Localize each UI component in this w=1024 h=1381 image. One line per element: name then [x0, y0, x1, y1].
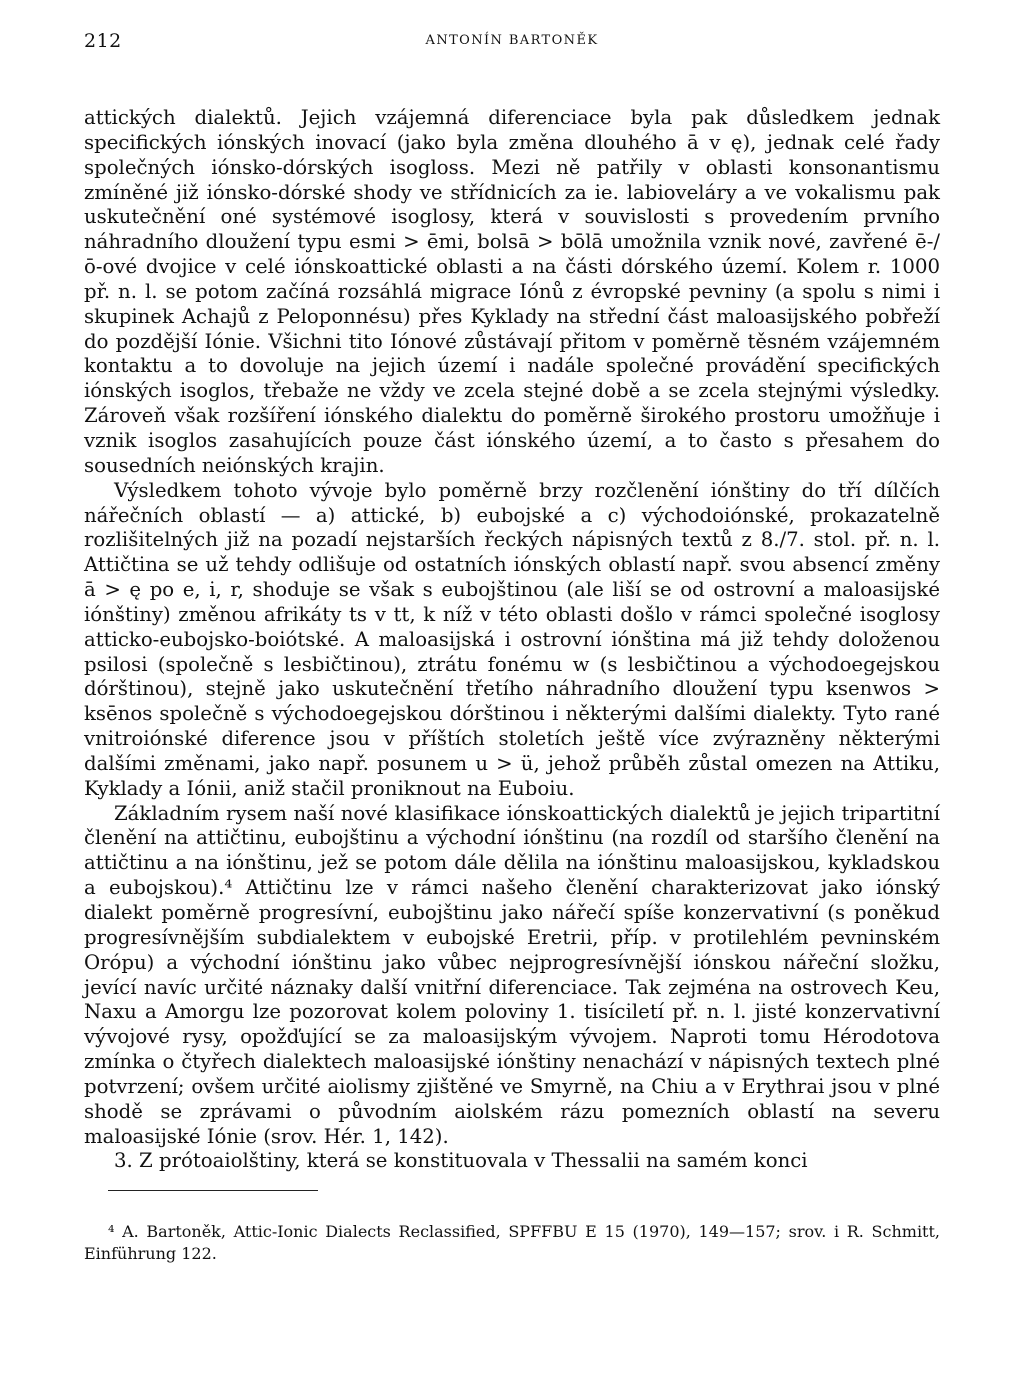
- body-text: [84, 106, 940, 1174]
- paragraph-aiolic-start: 3. Z prótoaiolštiny, která se konstituovala v Thessalii na samém konci: [114, 1149, 808, 1173]
- paragraph-classification: Základním rysem naší nové klasifikace iónskoattických dialektů je jejich tripartitní členění na attičtinu, eubojštinu a východní iónštinu (na rozdíl od staršího členění na attičtinu a na iónštinu, jež se potom dále dělila na iónštinu maloasijskou, kykladskou a eubojskou).⁴ Attičtinu lze v rámci našeho členění charakterizovat jako iónský dialekt poměrně progresívní, eubojštinu jako nářečí spíše konzervativní (s poněkud progresívnějším subdialektem v eubojské Eretrii, příp. v protilehlém pevninském Orópu) a východní iónštinu jako vůbec nejprogresívnější iónskou nářeční složku, jevící navíc určité náznaky další vnitřní diferenciace. Tak zejména na ostrovech Keu, Naxu a Amorgu lze pozorovat kolem poloviny 1. tisíciletí př. n. l. jisté konzervativní vývojové rysy, opožďující se za maloasijským vývojem. Naproti tomu Hérodotova zmínka o čtyřech dialektech maloasijské iónštiny nenachází v nápisných textech plné potvrzení; ovšem určité aiolismy zjištěné ve Smyrně, na Chiu a v Erythrai jsou v plné shodě se zprávami o původním aiolském rázu pomezních oblastí na severu maloasijské Iónie (srov. Hér. 1, 142).: [84, 801, 940, 1148]
- paragraph-ionic-split: Výsledkem tohoto vývoje bylo poměrně brzy rozčlenění iónštiny do tří dílčích nářečních oblastí — a) attické, b) eubojské a c) východoiónské, prokazatelně rozlišitelných již na pozadí nejstarších řeckých nápisných textů z 8./7. stol. př. n. l. Attičtina se už tehdy odlišuje od ostatních iónských oblastí např. svou absencí změny ā > ę po e, i, r, shoduje se však s eubojštinou (ale liší se od ostrovní a maloasijské iónštiny) změnou afrikáty ts v tt, k níž v této oblasti došlo v rámci společné isoglosy atticko-eubojsko-boiótské. A maloasijská i ostrovní iónština má již tehdy doloženou psilosi (společně s lesbičtinou), ztrátu fonému w (s lesbičtinou a východoegejskou dórštinou), stejně jako uskutečnění třetího náhradního dloužení typu ksenwos > ksēnos společně s východoegejskou dórštinou i některými dalšími dialekty. Tyto rané vnitroiónské diference jsou v příštích stoletích ještě více zvýrazněny některými dalšími změnami, jako např. posunem u > ü, jehož průběh zůstal omezen na Attiku, Kyklady a Iónii, aniž stačil proniknout na Euboiu.: [84, 478, 940, 800]
- footnote-4: [84, 1221, 940, 1265]
- page-number: 212: [84, 30, 122, 52]
- footnote-marker: ⁴: [108, 1222, 115, 1242]
- running-title: ANTONÍN BARTONĚK: [425, 33, 599, 48]
- paragraph-continued: attických dialektů. Jejich vzájemná diferenciace byla pak důsledkem jednak specifických iónských inovací (jako byla změna dlouhého ā v ę), jednak celé řady společných iónsko-dórských isogloss. Mezi ně patřily v oblasti konsonantismu zmíněné již iónsko-dórské shody ve střídnicích za ie. labioveláry a ve vokalismu pak uskutečnění oné systémové isoglosy, která v souvislosti s provedením prvního náhradního dloužení typu esmi > ēmi, bolsā > bōlā umožnila vznik nové, zavřené ē-/ō-ové dvojice v celé iónskoattické oblasti a na části dórského území. Kolem r. 1000 př. n. l. se potom začíná rozsáhlá migrace Iónů z évropské pevniny (a spolu s nimi i skupinek Achajů z Peloponnésu) přes Kyklady na střední část maloasijského pobřeží do pozdější Iónie. Všichni tito Iónové zůstávají přitom v poměrně těsném vzájemném kontaktu a to dovoluje na jejich území i nadále společné provádění specifických iónských isoglos, třebaže ne vždy ve zcela stejné době a se zcela stejnými výsledky. Zároveň však rozšíření iónského dialektu do poměrně širokého prostoru umožňuje i vznik isoglos zasahujících pouze část iónského území, a to často s přesahem do sousedních neiónských krajin.: [84, 106, 940, 477]
- running-head: [84, 30, 940, 64]
- book-page: [84, 30, 940, 1265]
- footnote-rule: [108, 1190, 318, 1191]
- footnote-text: A. Bartoněk, Attic-Ionic Dialects Reclassified, SPFFBU E 15 (1970), 149—157; srov. i R. Schmitt, Einführung 122.: [84, 1222, 941, 1264]
